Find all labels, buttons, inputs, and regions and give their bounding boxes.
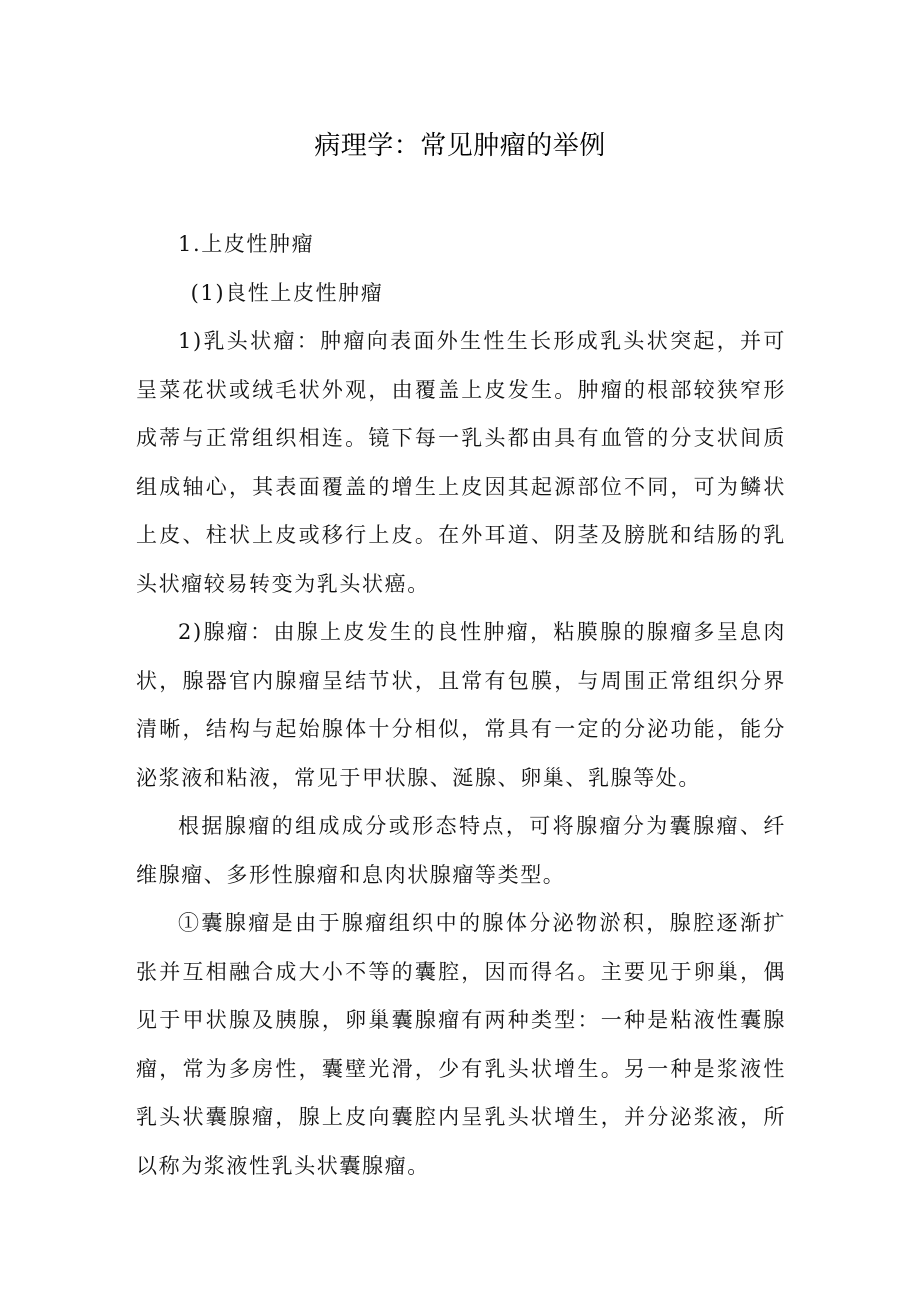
section-heading: 1.上皮性肿瘤	[178, 232, 315, 256]
document-body	[136, 220, 786, 1190]
paragraph-cystadenoma: ①囊腺瘤是由于腺瘤组织中的腺体分泌物淤积，腺腔逐渐扩张并互相融合成大小不等的囊腔，因而得名。主要见于卵巢，偶见于甲状腺及胰腺，卵巢囊腺瘤有两种类型：一种是粘液性囊腺瘤，常为多房性，囊壁光滑，少有乳头状增生。另一种是浆液性乳头状囊腺瘤，腺上皮向囊腔内呈乳头状增生，并分泌浆液，所以称为浆液性乳头状囊腺瘤。	[136, 911, 786, 1178]
paragraph-papilloma: 1)乳头状瘤：肿瘤向表面外生性生长形成乳头状突起，并可呈菜花状或绒毛状外观，由覆盖上皮发生。肿瘤的根部较狭窄形成蒂与正常组织相连。镜下每一乳头都由具有血管的分支状间质组成轴心，其表面覆盖的增生上皮因其起源部位不同，可为鳞状上皮、柱状上皮或移行上皮。在外耳道、阴茎及膀胱和结肠的乳头状瘤较易转变为乳头状癌。	[136, 329, 786, 596]
subsection-heading: (1)良性上皮性肿瘤	[190, 280, 384, 305]
paragraph-adenoma-types: 根据腺瘤的组成成分或形态特点，可将腺瘤分为囊腺瘤、纤维腺瘤、多形性腺瘤和息肉状腺瘤等类型。	[136, 814, 786, 887]
document-title: 病理学：常见肿瘤的举例	[314, 131, 606, 161]
paragraph-adenoma: 2)腺瘤：由腺上皮发生的良性肿瘤，粘膜腺的腺瘤多呈息肉状，腺器官内腺瘤呈结节状，且常有包膜，与周围正常组织分界清晰，结构与起始腺体十分相似，常具有一定的分泌功能，能分泌浆液和粘液，常见于甲状腺、涎腺、卵巢、乳腺等处。	[136, 620, 786, 790]
